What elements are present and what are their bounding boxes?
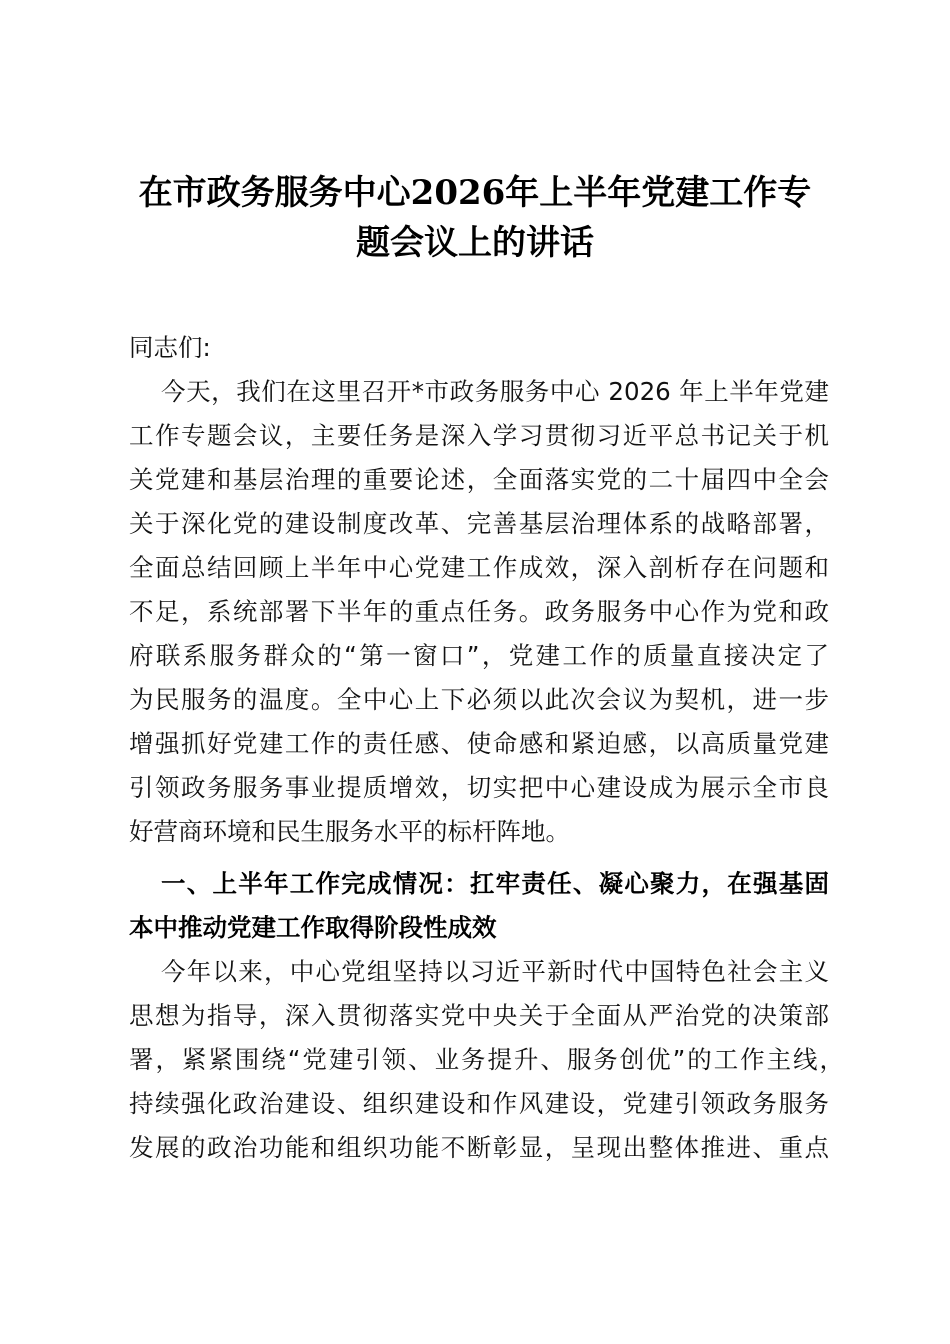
- intro-line-11: 好营商环境和民生服务水平的标杆阵地。: [129, 817, 570, 846]
- intro-line-3: 关党建和基层治理的重要论述，全面落实党的二十届四中全会: [129, 465, 829, 494]
- intro-line-4: 关于深化党的建设制度改革、完善基层治理体系的战略部署，: [129, 509, 829, 538]
- document-title-line-2: 题会议上的讲话: [356, 223, 594, 263]
- intro-line-9: 增强抓好党建工作的责任感、使命感和紧迫感，以高质量党建: [129, 729, 829, 758]
- intro-line-6: 不足，系统部署下半年的重点任务。政务服务中心作为党和政: [129, 597, 829, 626]
- intro-line-8: 为民服务的温度。全中心上下必须以此次会议为契机，进一步: [129, 685, 829, 714]
- intro-line-2: 工作专题会议，主要任务是深入学习贯彻习近平总书记关于机: [129, 421, 829, 450]
- section-heading-line-2: 本中推动党建工作取得阶段性成效: [129, 913, 497, 942]
- section-body-line-5: 发展的政治功能和组织功能不断彰显，呈现出整体推进、重点: [129, 1133, 829, 1162]
- section-body-line-1: 今年以来，中心党组坚持以习近平新时代中国特色社会主义: [161, 957, 829, 986]
- section-body-line-4: 持续强化政治建设、组织建设和作风建设，党建引领政务服务: [129, 1089, 829, 1118]
- intro-line-10: 引领政务服务事业提质增效，切实把中心建设成为展示全市良: [129, 773, 829, 802]
- document-title-line-1: 在市政务服务中心2026年上半年党建工作专: [138, 173, 812, 213]
- section-heading-line-1: 一、上半年工作完成情况：扛牢责任、凝心聚力，在强基固: [161, 869, 829, 898]
- section-body-line-2: 思想为指导，深入贯彻落实党中央关于全面从严治党的决策部: [129, 1001, 829, 1030]
- intro-line-7: 府联系服务群众的“第一窗口”，党建工作的质量直接决定了: [129, 641, 829, 670]
- intro-line-1: 今天，我们在这里召开*市政务服务中心 2026 年上半年党建: [161, 377, 829, 406]
- salutation: 同志们:: [129, 333, 211, 362]
- intro-line-5: 全面总结回顾上半年中心党建工作成效，深入剖析存在问题和: [129, 553, 829, 582]
- section-body-line-3: 署，紧紧围绕“党建引领、业务提升、服务创优”的工作主线，: [129, 1045, 844, 1074]
